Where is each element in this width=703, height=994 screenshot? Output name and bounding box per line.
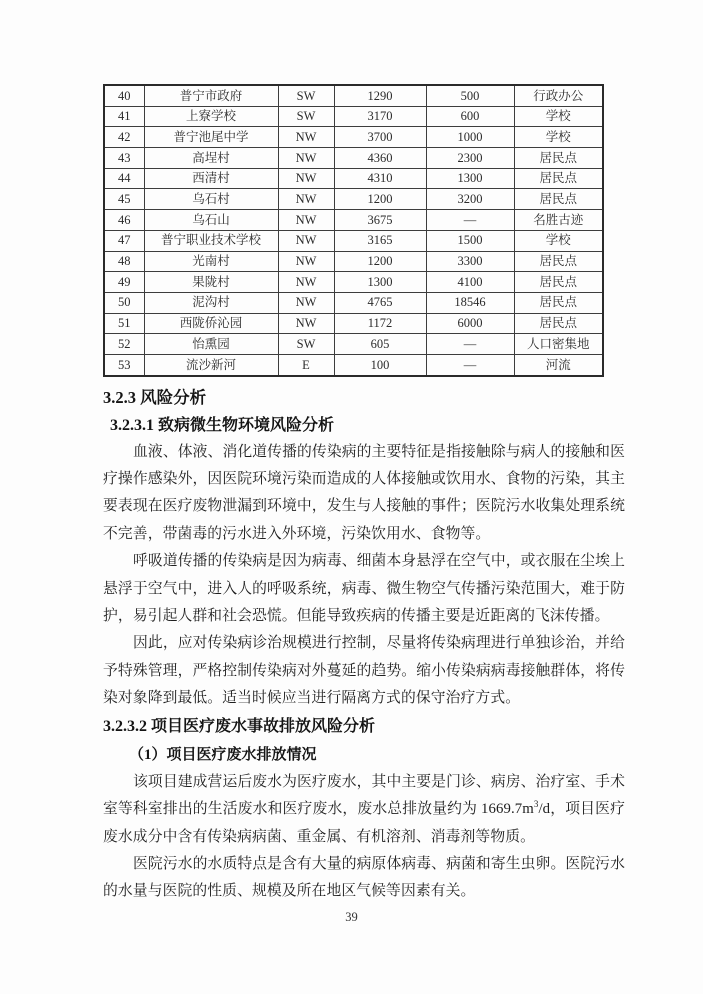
table-row — [104, 251, 603, 272]
cell-distance: 3675 — [334, 210, 426, 231]
cell-population: 2300 — [426, 148, 514, 169]
cell-direction: E — [278, 354, 334, 375]
cell-name: 西陇侨沁园 — [144, 313, 278, 334]
wastewater-text-after: /d，项目医疗废水成分中含有传染病病菌、重金属、有机溶剂、消毒剂等物质。 — [103, 801, 625, 845]
table-row — [104, 292, 603, 313]
cell-index: 41 — [104, 106, 144, 127]
table-row — [104, 85, 603, 106]
cell-name: 怡熏园 — [144, 334, 278, 355]
cell-distance: 3700 — [334, 127, 426, 148]
table-row — [104, 189, 603, 210]
cell-direction: NW — [278, 168, 334, 189]
cell-index: 47 — [104, 230, 144, 251]
cell-population: — — [426, 354, 514, 375]
cell-type: 居民点 — [514, 251, 603, 272]
cell-population: 3200 — [426, 189, 514, 210]
cell-distance: 1200 — [334, 189, 426, 210]
cell-population: 4100 — [426, 272, 514, 293]
paragraph-wastewater-volume — [103, 769, 625, 851]
cell-direction: NW — [278, 272, 334, 293]
cell-type: 居民点 — [514, 292, 603, 313]
protection-targets-table — [103, 84, 604, 377]
cell-type: 河流 — [514, 354, 603, 375]
protection-targets-tbody — [104, 85, 603, 376]
paragraph-isolation-control-measures: 因此，应对传染病诊治规模进行控制，尽量将传染病理进行单独诊治，并给予特殊管理，严格控制传染病对外蔓延的趋势。缩小传染病病毒接触群体，将传染对象降到最低。适当时候应当进行隔离方式的保守治疗方式。 — [103, 635, 625, 707]
cell-index: 40 — [104, 85, 144, 106]
cell-population: 1500 — [426, 230, 514, 251]
cell-name: 乌石山 — [144, 210, 278, 231]
cubic-meter-superscript: 3 — [533, 799, 539, 810]
wastewater-text-before: 该项目建成营运后废水为医疗废水，其中主要是门诊、病房、治疗室、手术室等科室排出的生活废水和医疗废水，废水总排放量约为 1669.7m — [103, 773, 625, 818]
cell-direction: NW — [278, 230, 334, 251]
cell-name: 泥沟村 — [144, 292, 278, 313]
cell-type: 居民点 — [514, 272, 603, 293]
cell-type: 居民点 — [514, 148, 603, 169]
cell-distance: 1300 — [334, 272, 426, 293]
cell-direction: NW — [278, 292, 334, 313]
cell-index: 51 — [104, 313, 144, 334]
paragraph-blood-digestive-transmission: 血液、体液、消化道传播的传染病的主要特征是指接触除与病人的接触和医疗操作感染外，因医院环境污染而造成的人体接触或饮用水、食物的污染，其主要表现在医疗废物泄漏到环境中，发生与人接触的事件；医院污水收集处理系统不完善，带菌毒的污水进入外环境，污染饮用水、食物等。 — [103, 443, 625, 542]
cell-direction: SW — [278, 85, 334, 106]
cell-name: 普宁职业技术学校 — [144, 230, 278, 251]
table-row — [104, 230, 603, 251]
cell-index: 49 — [104, 272, 144, 293]
cell-direction: NW — [278, 313, 334, 334]
cell-distance: 100 — [334, 354, 426, 375]
cell-population: 600 — [426, 106, 514, 127]
cell-type: 学校 — [514, 106, 603, 127]
cell-name: 光南村 — [144, 251, 278, 272]
cell-direction: NW — [278, 251, 334, 272]
cell-population: 6000 — [426, 313, 514, 334]
table-row — [104, 148, 603, 169]
cell-distance: 1290 — [334, 85, 426, 106]
cell-type: 居民点 — [514, 313, 603, 334]
cell-distance: 3170 — [334, 106, 426, 127]
cell-name: 果陇村 — [144, 272, 278, 293]
section-heading-pathogenic-microorganism: 3.2.3.1 致病微生物环境风险分析 — [110, 416, 335, 434]
cell-type: 人口密集地 — [514, 334, 603, 355]
cell-population: — — [426, 334, 514, 355]
cell-type: 名胜古迹 — [514, 210, 603, 231]
table-row — [104, 334, 603, 355]
cell-direction: NW — [278, 148, 334, 169]
cell-index: 44 — [104, 168, 144, 189]
cell-direction: NW — [278, 210, 334, 231]
cell-population: 500 — [426, 85, 514, 106]
paragraph-hospital-sewage-quality: 医院污水的水质特点是含有大量的病原体病毒、病菌和寄生虫卵。医院污水的水量与医院的性质、规模及所在地区气候等因素有关。 — [103, 855, 625, 900]
cell-name: 普宁市政府 — [144, 85, 278, 106]
section-heading-risk-analysis: 3.2.3 风险分析 — [103, 387, 207, 407]
cell-index: 45 — [104, 189, 144, 210]
cell-type: 学校 — [514, 127, 603, 148]
cell-index: 50 — [104, 292, 144, 313]
page-number: 39 — [345, 909, 358, 924]
cell-population: — — [426, 210, 514, 231]
section-heading-wastewater-accident: 3.2.3.2 项目医疗废水事故排放风险分析 — [103, 717, 376, 735]
cell-distance: 3165 — [334, 230, 426, 251]
table-row — [104, 106, 603, 127]
paragraph-respiratory-transmission: 呼吸道传播的传染病是因为病毒、细菌本身悬浮在空气中，或衣服在尘埃上悬浮于空气中，进入人的呼吸系统，病毒、微生物空气传播污染范围大，难于防护，易引起人群和社会恐慌。但能导致疾病的传播主要是近距离的飞沫传播。 — [103, 553, 625, 625]
cell-name: 乌石村 — [144, 189, 278, 210]
cell-distance: 1200 — [334, 251, 426, 272]
cell-name: 高埕村 — [144, 148, 278, 169]
cell-distance: 4310 — [334, 168, 426, 189]
cell-name: 西清村 — [144, 168, 278, 189]
cell-index: 46 — [104, 210, 144, 231]
cell-direction: SW — [278, 106, 334, 127]
table-row — [104, 210, 603, 231]
cell-direction: SW — [278, 334, 334, 355]
cell-direction: NW — [278, 127, 334, 148]
subsection-heading-wastewater-discharge: （1）项目医疗废水排放情况 — [129, 746, 317, 763]
cell-index: 43 — [104, 148, 144, 169]
cell-type: 居民点 — [514, 168, 603, 189]
cell-type: 居民点 — [514, 189, 603, 210]
cell-distance: 1172 — [334, 313, 426, 334]
table-row — [104, 168, 603, 189]
table-row — [104, 354, 603, 375]
cell-distance: 4765 — [334, 292, 426, 313]
cell-distance: 605 — [334, 334, 426, 355]
cell-name: 普宁池尾中学 — [144, 127, 278, 148]
cell-index: 48 — [104, 251, 144, 272]
cell-population: 1000 — [426, 127, 514, 148]
cell-distance: 4360 — [334, 148, 426, 169]
cell-population: 18546 — [426, 292, 514, 313]
cell-population: 1300 — [426, 168, 514, 189]
cell-index: 52 — [104, 334, 144, 355]
table-row — [104, 127, 603, 148]
cell-population: 3300 — [426, 251, 514, 272]
cell-name: 上寮学校 — [144, 106, 278, 127]
cell-index: 42 — [104, 127, 144, 148]
text-column — [103, 383, 625, 906]
cell-index: 53 — [104, 354, 144, 375]
cell-type: 行政办公 — [514, 85, 603, 106]
table-row — [104, 272, 603, 293]
cell-direction: NW — [278, 189, 334, 210]
cell-name: 流沙新河 — [144, 354, 278, 375]
cell-type: 学校 — [514, 230, 603, 251]
table-row — [104, 313, 603, 334]
